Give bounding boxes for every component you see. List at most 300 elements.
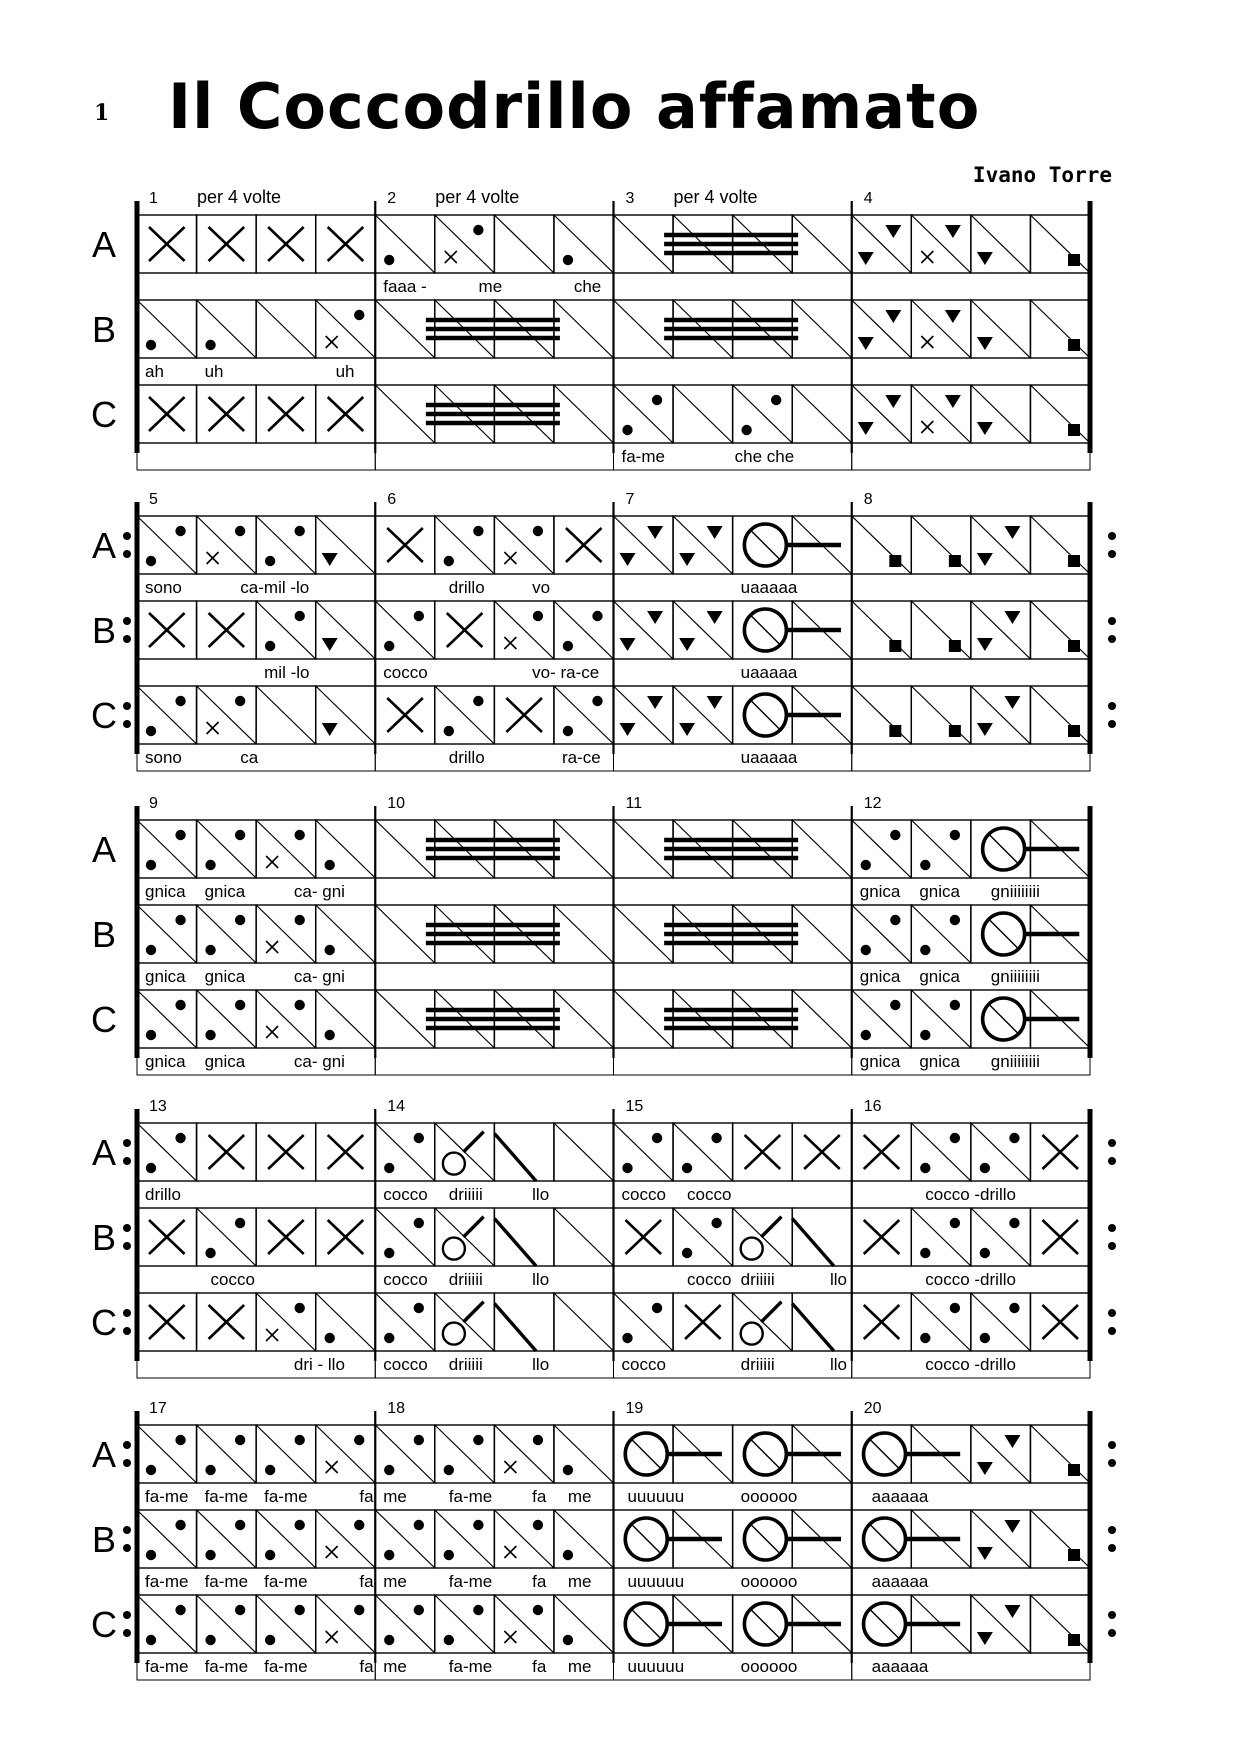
dot-mark [652, 395, 662, 405]
lyric-band [852, 659, 1090, 686]
cell-diagonal [971, 686, 1031, 744]
measure-number: 10 [387, 795, 406, 812]
lyric-syllable: gnica [145, 882, 186, 901]
lyric-syllable: ca- gni [293, 1052, 345, 1071]
lyric-band [375, 358, 613, 385]
dot-mark [950, 830, 960, 840]
repeat-dot [123, 1459, 131, 1467]
cell-diagonal [375, 1510, 435, 1568]
cell-diagonal [971, 215, 1031, 273]
lyric-syllable: driiiii [740, 1270, 775, 1289]
lyric-syllable: cocco -drillo [925, 1185, 1016, 1204]
lyric-band [852, 443, 1090, 470]
cell-diagonal [792, 385, 852, 443]
dot-mark [980, 1163, 990, 1173]
cell-diagonal [750, 1609, 780, 1639]
dot-mark [175, 1133, 185, 1143]
cell-diagonal [375, 601, 435, 659]
cell-diagonal [554, 1595, 614, 1653]
lyric-syllable: cocco [687, 1185, 732, 1204]
cell-diagonal [989, 834, 1019, 864]
triangle-mark [945, 395, 961, 408]
dot-mark [175, 696, 185, 706]
cell-diagonal [137, 1595, 197, 1653]
lyric-band [614, 273, 852, 300]
dot-mark [622, 1333, 632, 1343]
dot-mark [473, 1520, 483, 1530]
lyric-syllable: fa [359, 1657, 374, 1676]
cell-diagonal [494, 215, 554, 273]
lyric-syllable: driiiii [448, 1185, 483, 1204]
dot-mark [235, 696, 245, 706]
cell-diagonal [792, 905, 852, 963]
repeat-dot [123, 550, 131, 558]
lyric-band [852, 358, 1090, 385]
cell-diagonal [554, 1123, 614, 1181]
dot-mark [146, 340, 156, 350]
repeat-dot [123, 1441, 131, 1449]
lyric-syllable: sono [145, 748, 182, 767]
lyric-syllable: fa [532, 1657, 547, 1676]
chevron-mark [463, 1132, 483, 1152]
lyric-band [614, 574, 852, 601]
cell-diagonal [792, 300, 852, 358]
dot-mark [920, 1333, 930, 1343]
repeat-dot [123, 1526, 131, 1534]
dot-mark [980, 1248, 990, 1258]
voice-label: B [91, 914, 117, 955]
lyric-syllable: cocco [383, 1185, 428, 1204]
lyric-band [614, 659, 852, 686]
dot-mark [890, 915, 900, 925]
lyric-syllable: llo [532, 1185, 550, 1204]
lyric-syllable: fa-me [621, 447, 665, 466]
square-mark [1068, 424, 1080, 436]
dot-mark [175, 1000, 185, 1010]
dot-mark [652, 1133, 662, 1143]
cell-diagonal [197, 1425, 257, 1483]
voice-label: A [91, 224, 117, 265]
cell-diagonal [435, 686, 495, 744]
cell-diagonal [911, 905, 971, 963]
repeat-dot [123, 1629, 131, 1637]
lyric-syllable: fa-me [448, 1487, 493, 1506]
repeat-dot [1108, 1544, 1116, 1552]
lyric-syllable: llo [829, 1270, 847, 1289]
lyric-band [137, 273, 375, 300]
dot-mark [235, 526, 245, 536]
dot-mark [235, 830, 245, 840]
triangle-mark [647, 611, 663, 624]
cell-diagonal [197, 1595, 257, 1653]
staff-cell [494, 1293, 554, 1351]
cell-diagonal [911, 1123, 971, 1181]
lyric-syllable: uh [204, 362, 224, 381]
triangle-mark [1004, 696, 1020, 709]
square-mark [949, 640, 961, 652]
dot-mark [444, 556, 454, 566]
cell-diagonal [256, 300, 316, 358]
cell-diagonal [971, 1595, 1031, 1653]
dot-mark [384, 255, 394, 265]
dot-mark [920, 1163, 930, 1173]
dot-mark [414, 1218, 424, 1228]
dot-mark [473, 1605, 483, 1615]
dot-mark [265, 641, 275, 651]
lyric-syllable: cocco [687, 1270, 732, 1289]
dot-mark [861, 1030, 871, 1040]
dot-mark [711, 1133, 721, 1143]
voice-label: B [91, 1217, 117, 1258]
lyric-syllable: cocco [210, 1270, 255, 1289]
triangle-mark [647, 526, 663, 539]
cell-diagonal [971, 1510, 1031, 1568]
square-mark [1068, 640, 1080, 652]
dot-mark [205, 860, 215, 870]
lyric-syllable: driiiii [448, 1355, 483, 1374]
measure-number: 2 [387, 190, 397, 207]
cell-diagonal [852, 215, 912, 273]
cell-diagonal [852, 990, 912, 1048]
lyric-syllable: cocco [383, 1270, 428, 1289]
measure-number: 18 [387, 1400, 406, 1417]
cell-diagonal [137, 1123, 197, 1181]
cell-diagonal [852, 516, 912, 574]
dot-mark [563, 255, 573, 265]
triangle-mark [322, 723, 338, 736]
lyric-syllable: cocco [383, 663, 428, 682]
lyric-syllable: ca-mil -lo [240, 578, 310, 597]
triangle-mark [620, 723, 636, 736]
lyric-syllable: driiiii [740, 1355, 775, 1374]
square-mark [949, 555, 961, 567]
dot-mark [771, 395, 781, 405]
dot-mark [205, 1248, 215, 1258]
cell-diagonal [554, 905, 614, 963]
lyric-syllable: me [383, 1572, 407, 1591]
dot-mark [622, 1163, 632, 1173]
cell-diagonal [316, 601, 376, 659]
dot-mark [175, 1605, 185, 1615]
cell-diagonal [750, 615, 780, 645]
lyric-syllable: mil -lo [264, 663, 310, 682]
cell-diagonal [137, 1425, 197, 1483]
dot-mark [533, 1520, 543, 1530]
dot-mark [205, 1465, 215, 1475]
lyric-syllable: che [573, 277, 602, 296]
dot-mark [444, 1465, 454, 1475]
repeat-dot [1108, 1611, 1116, 1619]
voice-label: C [91, 1604, 117, 1645]
staff-cell [494, 1123, 554, 1181]
voice-label: B [91, 309, 117, 350]
lyric-band [375, 963, 613, 990]
cell-diagonal [554, 686, 614, 744]
measure-number: 1 [149, 190, 158, 207]
dot-mark [384, 1333, 394, 1343]
dot-mark [175, 1520, 185, 1530]
triangle-mark [620, 553, 636, 566]
lyric-syllable: drillo [145, 1185, 181, 1204]
dot-mark [235, 915, 245, 925]
square-mark [1068, 1549, 1080, 1561]
dot-mark [235, 1520, 245, 1530]
dot-mark [861, 945, 871, 955]
dot-mark [265, 556, 275, 566]
dot-mark [533, 526, 543, 536]
lyric-band [614, 1048, 852, 1075]
cell-diagonal [614, 601, 674, 659]
triangle-mark [1004, 1605, 1020, 1618]
measure-number: 8 [863, 491, 873, 508]
triangle-mark [977, 422, 993, 435]
cell-diagonal [375, 215, 435, 273]
triangle-mark [885, 310, 901, 323]
cell-diagonal [673, 686, 733, 744]
square-mark [1068, 1464, 1080, 1476]
staff-cell [792, 1208, 852, 1266]
repeat-dot [1108, 635, 1116, 643]
cell-diagonal [911, 990, 971, 1048]
measure-number: 6 [387, 491, 397, 508]
cell-diagonal [256, 990, 316, 1048]
lyric-band [614, 744, 852, 771]
cell-diagonal [435, 1425, 495, 1483]
cell-diagonal [137, 905, 197, 963]
cell-diagonal [494, 601, 554, 659]
square-mark [1068, 339, 1080, 351]
triangle-mark [1004, 526, 1020, 539]
lyric-syllable: gnica [859, 882, 901, 901]
cell-diagonal [554, 820, 614, 878]
lyric-band [375, 574, 613, 601]
square-mark [889, 640, 901, 652]
cell-diagonal [494, 1425, 554, 1483]
cell-diagonal [316, 820, 376, 878]
lyric-syllable: fa-me [145, 1487, 189, 1506]
cell-diagonal [673, 516, 733, 574]
repeat-dot [1108, 1242, 1116, 1250]
dot-mark [414, 1605, 424, 1615]
repeat-dot [123, 720, 131, 728]
cell-diagonal [435, 516, 495, 574]
lyric-band [614, 963, 852, 990]
lyric-syllable: uaaaaa [740, 663, 798, 682]
cell-diagonal [256, 601, 316, 659]
square-mark [889, 725, 901, 737]
repeat-dot [123, 1327, 131, 1335]
cell-diagonal [316, 990, 376, 1048]
cell-diagonal [673, 1208, 733, 1266]
circle-small-mark [443, 1238, 465, 1260]
lyric-band [614, 878, 852, 905]
circle-small-mark [741, 1238, 763, 1260]
dot-mark [294, 526, 304, 536]
dot-mark [265, 1550, 275, 1560]
chevron-mark [463, 1217, 483, 1237]
dot-mark [175, 915, 185, 925]
dot-mark [294, 611, 304, 621]
cell-diagonal [792, 215, 852, 273]
cell-diagonal [673, 385, 733, 443]
cell-diagonal [1030, 385, 1090, 443]
lyric-syllable: ca- gni [293, 882, 345, 901]
dot-mark [533, 1605, 543, 1615]
repeat-dot [1108, 1526, 1116, 1534]
measure-number: 14 [387, 1098, 406, 1115]
lyric-syllable: gnica [145, 1052, 186, 1071]
cell-diagonal [435, 1595, 495, 1653]
cell-diagonal [256, 516, 316, 574]
circle-small-mark [443, 1153, 465, 1175]
lyric-syllable: gnica [919, 967, 960, 986]
triangle-mark [858, 337, 874, 350]
lyric-syllable: gniiiiiiii [990, 1052, 1040, 1071]
cell-diagonal [733, 385, 793, 443]
cell-diagonal [971, 385, 1031, 443]
dot-mark [384, 1163, 394, 1173]
triangle-mark [647, 696, 663, 709]
composer: Ivano Torre [972, 163, 1112, 187]
lyric-syllable: aaaaaa [871, 1657, 929, 1676]
lyric-syllable: ca- gni [293, 967, 345, 986]
chevron-mark [494, 1303, 536, 1351]
cell-diagonal [375, 1293, 435, 1351]
triangle-mark [945, 225, 961, 238]
measure-number: 13 [149, 1098, 167, 1115]
cell-diagonal [316, 686, 376, 744]
cell-diagonal [375, 1123, 435, 1181]
measure-number: 19 [625, 1400, 644, 1417]
voice-label: B [91, 1519, 117, 1560]
cell-diagonal [911, 516, 971, 574]
cell-diagonal [316, 1595, 376, 1653]
dot-mark [563, 1550, 573, 1560]
page-number: 1 [94, 100, 110, 126]
chevron-mark [761, 1217, 781, 1237]
dot-mark [473, 696, 483, 706]
cell-diagonal [852, 820, 912, 878]
dot-mark [563, 1465, 573, 1475]
cell-diagonal [750, 1439, 780, 1469]
voice-label: C [91, 695, 117, 736]
dot-mark [354, 1605, 364, 1615]
repeat-dot [1108, 532, 1116, 540]
cell-diagonal [316, 1510, 376, 1568]
cell-diagonal [375, 1595, 435, 1653]
cell-diagonal [971, 1208, 1031, 1266]
cell-diagonal [911, 300, 971, 358]
dot-mark [175, 830, 185, 840]
lyric-syllable: fa-me [264, 1487, 308, 1506]
lyric-syllable: llo [532, 1355, 550, 1374]
lyric-syllable: fa-me [204, 1572, 249, 1591]
dot-mark [324, 945, 334, 955]
dot-mark [533, 1435, 543, 1445]
cell-diagonal [1030, 686, 1090, 744]
measure-number: 15 [625, 1098, 644, 1115]
dot-mark [324, 860, 334, 870]
dot-mark [444, 1635, 454, 1645]
cell-diagonal [631, 1524, 661, 1554]
lyric-syllable: ra-ce [561, 748, 601, 767]
cell-diagonal [870, 1609, 900, 1639]
lyric-syllable: fa-me [145, 1572, 189, 1591]
cell-diagonal [614, 385, 674, 443]
repeat-dot [123, 1224, 131, 1232]
lyric-syllable: uaaaaa [740, 748, 798, 767]
dot-mark [473, 526, 483, 536]
dot-mark [563, 641, 573, 651]
lyric-syllable: me [478, 277, 503, 296]
cell-diagonal [852, 601, 912, 659]
dot-mark [205, 1550, 215, 1560]
dot-mark [861, 860, 871, 870]
cell-diagonal [911, 215, 971, 273]
lyric-syllable: gnica [919, 882, 960, 901]
dot-mark [235, 1218, 245, 1228]
cell-diagonal [137, 820, 197, 878]
lyric-syllable: cocco [383, 1355, 428, 1374]
repeat-dot [1108, 617, 1116, 625]
chevron-mark [792, 1218, 834, 1266]
dot-mark [414, 1303, 424, 1313]
dot-mark [146, 556, 156, 566]
repeat-dot [1108, 1441, 1116, 1449]
voice-label: B [91, 610, 117, 651]
cell-diagonal [197, 686, 257, 744]
lyric-syllable: fa-me [204, 1657, 249, 1676]
dot-mark [146, 1465, 156, 1475]
cell-diagonal [554, 1510, 614, 1568]
measure-number: 11 [625, 795, 643, 812]
measure-number: 4 [863, 190, 873, 207]
cell-diagonal [971, 1293, 1031, 1351]
triangle-mark [977, 638, 993, 651]
triangle-mark [977, 553, 993, 566]
dot-mark [682, 1248, 692, 1258]
cell-diagonal [494, 516, 554, 574]
triangle-mark [977, 252, 993, 265]
repeat-dot [123, 635, 131, 643]
cell-diagonal [375, 1425, 435, 1483]
dot-mark [205, 945, 215, 955]
dot-mark [563, 1635, 573, 1645]
dot-mark [950, 1218, 960, 1228]
lyric-band [852, 273, 1090, 300]
repeat-dot [123, 1309, 131, 1317]
cell-diagonal [554, 385, 614, 443]
dot-mark [473, 1435, 483, 1445]
dot-mark [414, 1435, 424, 1445]
cell-diagonal [1030, 300, 1090, 358]
triangle-mark [885, 225, 901, 238]
dot-mark [473, 225, 483, 235]
triangle-mark [977, 1462, 993, 1475]
voice-label: A [91, 525, 117, 566]
triangle-mark [858, 252, 874, 265]
staff-cell [494, 1208, 554, 1266]
square-mark [1068, 1634, 1080, 1646]
lyric-syllable: fa-me [264, 1572, 308, 1591]
cell-diagonal [316, 1425, 376, 1483]
cell-diagonal [197, 905, 257, 963]
repeat-dot [123, 1139, 131, 1147]
cell-diagonal [554, 1425, 614, 1483]
dot-mark [384, 1248, 394, 1258]
dot-mark [175, 526, 185, 536]
cell-diagonal [1030, 1425, 1090, 1483]
